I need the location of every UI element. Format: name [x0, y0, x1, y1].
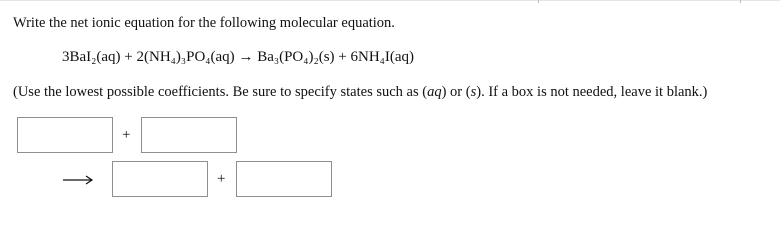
instructions-text: ). If a box is not needed, leave it blank.)	[476, 84, 708, 100]
reactant-plus-sign: +	[122, 127, 131, 143]
reactant-answer-box-2[interactable]	[141, 117, 237, 153]
plus-sign: +	[338, 49, 347, 65]
reactant-ammonium-phosphate: 2(NH₄)₃PO₄(aq)	[136, 49, 235, 65]
product-ammonium-iodide: 6NH₄I(aq)	[350, 49, 415, 65]
top-tick-mark	[538, 0, 539, 3]
top-tick-mark	[740, 0, 741, 3]
reactant-bai2: 3BaI₂(aq)	[62, 49, 121, 65]
molecular-equation	[62, 47, 414, 67]
plus-sign: +	[124, 49, 133, 65]
top-border	[0, 0, 780, 1]
reaction-arrow: →	[238, 49, 254, 65]
product-answer-box-2[interactable]	[236, 161, 332, 197]
state-s-label: s	[470, 84, 477, 100]
instructions-text: ) or (	[441, 84, 471, 100]
reactant-answer-box-1[interactable]	[17, 117, 113, 153]
instructions	[13, 83, 707, 101]
product-answer-box-1[interactable]	[112, 161, 208, 197]
question-prompt: Write the net ionic equation for the following molecular equation.	[13, 15, 395, 31]
state-aq-label: aq	[427, 84, 442, 100]
right-arrow-icon	[62, 173, 94, 187]
product-plus-sign: +	[217, 171, 226, 187]
instructions-text: (Use the lowest possible coefficients. Be sure to specify states such as (	[13, 84, 428, 100]
product-barium-phosphate: Ba₃(PO₄)₂(s)	[257, 49, 335, 65]
